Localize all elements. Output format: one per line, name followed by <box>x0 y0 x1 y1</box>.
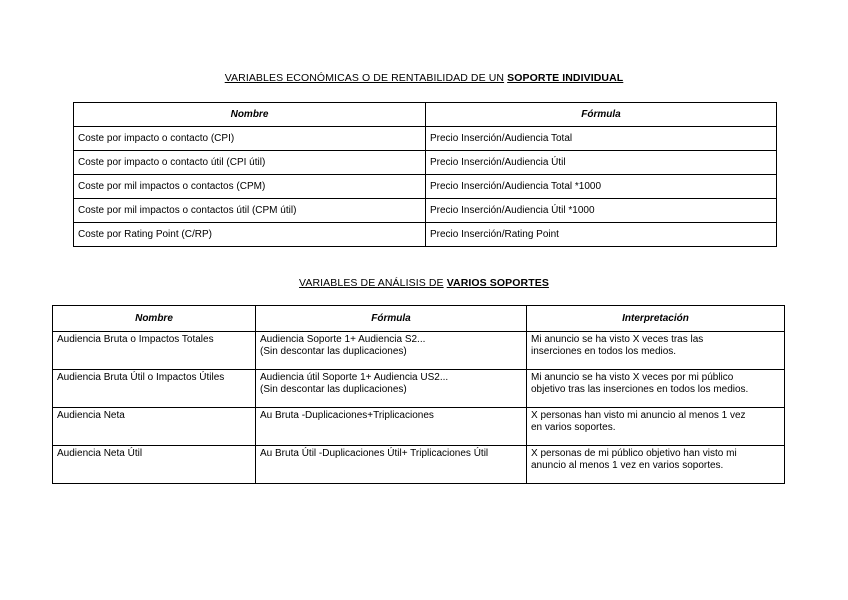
table-row <box>74 223 777 247</box>
multiple-supports-table <box>52 305 785 484</box>
cell-nombre: Coste por Rating Point (C/RP) <box>74 223 426 247</box>
cell-interpretacion <box>527 408 785 446</box>
cell-nombre: Coste por impacto o contacto útil (CPI útil) <box>74 151 426 175</box>
section2-title-prefix: VARIABLES DE ANÁLISIS DE <box>299 277 444 289</box>
table-row <box>53 332 785 370</box>
interp-line: X personas de mi público objetivo han visto mi <box>531 448 737 459</box>
cell-formula <box>256 408 527 446</box>
interp-line: X personas han visto mi anuncio al menos 1 vez <box>531 410 746 421</box>
table-row <box>53 408 785 446</box>
individual-support-table <box>73 102 777 247</box>
cell-interpretacion <box>527 332 785 370</box>
section1-title <box>0 72 848 84</box>
section2-title <box>0 277 848 289</box>
interp-line: objetivo tras las inserciones en todos los medios. <box>531 384 749 395</box>
formula-line: Au Bruta -Duplicaciones+Triplicaciones <box>260 410 434 421</box>
interp-line: anuncio al menos 1 vez en varios soportes. <box>531 460 724 471</box>
cell-formula: Precio Inserción/Audiencia Total *1000 <box>426 175 777 199</box>
table-row <box>74 127 777 151</box>
formula-line: Audiencia útil Soporte 1+ Audiencia US2... <box>260 372 449 383</box>
table-header-row <box>53 306 785 332</box>
interp-line: en varios soportes. <box>531 422 616 433</box>
interp-line: Mi anuncio se ha visto X veces tras las <box>531 334 704 345</box>
table-row <box>53 446 785 484</box>
cell-formula: Precio Inserción/Rating Point <box>426 223 777 247</box>
cell-formula <box>256 332 527 370</box>
formula-note: (Sin descontar las duplicaciones) <box>260 384 407 395</box>
cell-nombre: Audiencia Bruta o Impactos Totales <box>53 332 256 370</box>
header-formula: Fórmula <box>256 306 527 332</box>
section1-title-prefix: VARIABLES ECONÓMICAS O DE RENTABILIDAD DE UN <box>224 72 505 84</box>
table-row <box>74 199 777 223</box>
cell-nombre: Coste por impacto o contacto (CPI) <box>74 127 426 151</box>
cell-formula <box>256 446 527 484</box>
table-header-row <box>74 103 777 127</box>
header-formula: Fórmula <box>426 103 777 127</box>
cell-formula <box>256 370 527 408</box>
interp-line: Mi anuncio se ha visto X veces por mi público <box>531 372 734 383</box>
cell-formula: Precio Inserción/Audiencia Útil <box>426 151 777 175</box>
table-row <box>74 175 777 199</box>
cell-nombre: Audiencia Neta <box>53 408 256 446</box>
header-interpretacion: Interpretación <box>527 306 785 332</box>
cell-nombre: Coste por mil impactos o contactos útil (CPM útil) <box>74 199 426 223</box>
header-nombre: Nombre <box>53 306 256 332</box>
cell-interpretacion <box>527 370 785 408</box>
table-row <box>53 370 785 408</box>
formula-line: Audiencia Soporte 1+ Audiencia S2... <box>260 334 426 345</box>
formula-note: (Sin descontar las duplicaciones) <box>260 346 407 357</box>
cell-nombre: Audiencia Bruta Útil o Impactos Útiles <box>53 370 256 408</box>
cell-interpretacion <box>527 446 785 484</box>
cell-nombre: Coste por mil impactos o contactos (CPM) <box>74 175 426 199</box>
cell-nombre: Audiencia Neta Útil <box>53 446 256 484</box>
table-row <box>74 151 777 175</box>
section1-title-bold: SOPORTE INDIVIDUAL <box>507 72 624 84</box>
cell-formula: Precio Inserción/Audiencia Total <box>426 127 777 151</box>
section2-title-bold: VARIOS SOPORTES <box>446 277 549 289</box>
cell-formula: Precio Inserción/Audiencia Útil *1000 <box>426 199 777 223</box>
header-nombre: Nombre <box>74 103 426 127</box>
formula-line: Au Bruta Útil -Duplicaciones Útil+ Triplicaciones Útil <box>260 448 489 459</box>
interp-line: inserciones en todos los medios. <box>531 346 677 357</box>
